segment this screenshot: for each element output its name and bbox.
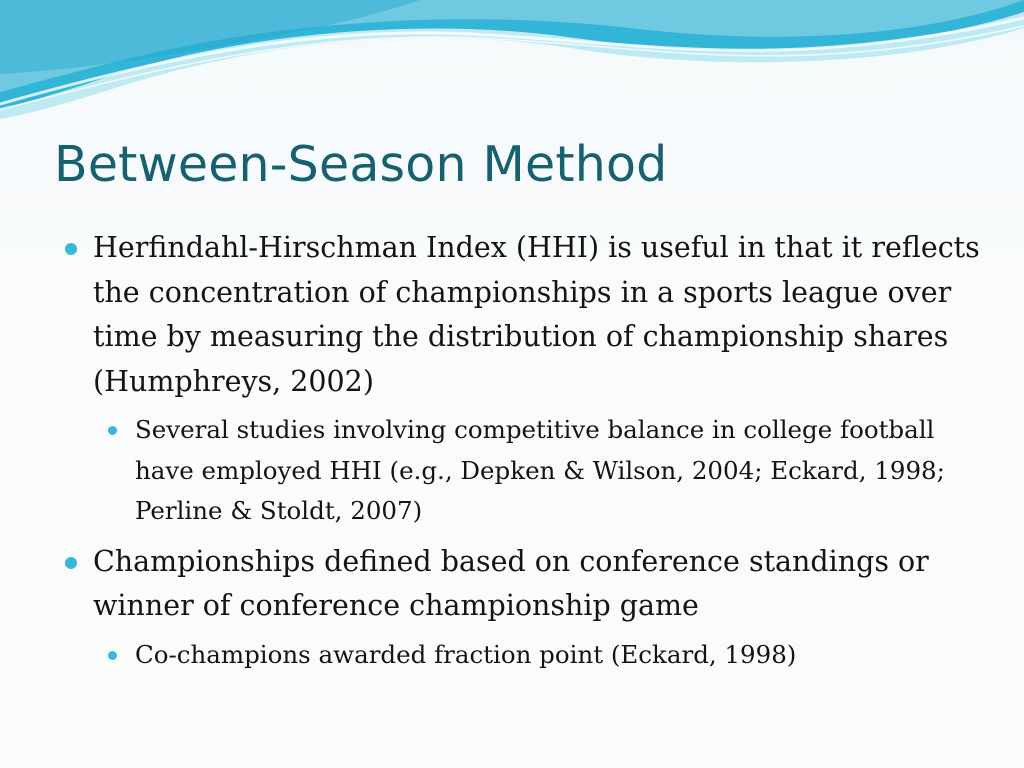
- sub-bullet-dot-icon: [108, 651, 117, 660]
- sub-bullet-text: Several studies involving competitive balance in college football have employed HHI (e.g., Depken & Wilson, 2004; Eckard, 1998; Perline & Stoldt, 2007): [135, 415, 945, 525]
- sub-bullet-dot-icon: [108, 426, 117, 435]
- bullet-text: Championships defined based on conference standings or winner of conference championship game: [93, 544, 929, 622]
- sub-bullet-text: Co-champions awarded fraction point (Eckard, 1998): [135, 639, 797, 669]
- bullet-dot-icon: [65, 243, 77, 255]
- bullet-list: [62, 226, 987, 683]
- bullet-item-hhi: [62, 226, 987, 404]
- bullet-text: Herfindahl-Hirschman Index (HHI) is useful in that it reflects the concentration of championships in a sports league over time by measuring the distribution of championship shares (Humphreys, 2002): [93, 231, 980, 398]
- slide-title: Between-Season Method: [54, 136, 668, 193]
- bullet-dot-icon: [65, 557, 77, 569]
- wave-header-decoration: [0, 0, 1024, 120]
- bullet-item-championships: [62, 540, 987, 629]
- sub-bullet-item-co-champions: [105, 635, 987, 676]
- sub-bullet-item-studies: [105, 410, 987, 532]
